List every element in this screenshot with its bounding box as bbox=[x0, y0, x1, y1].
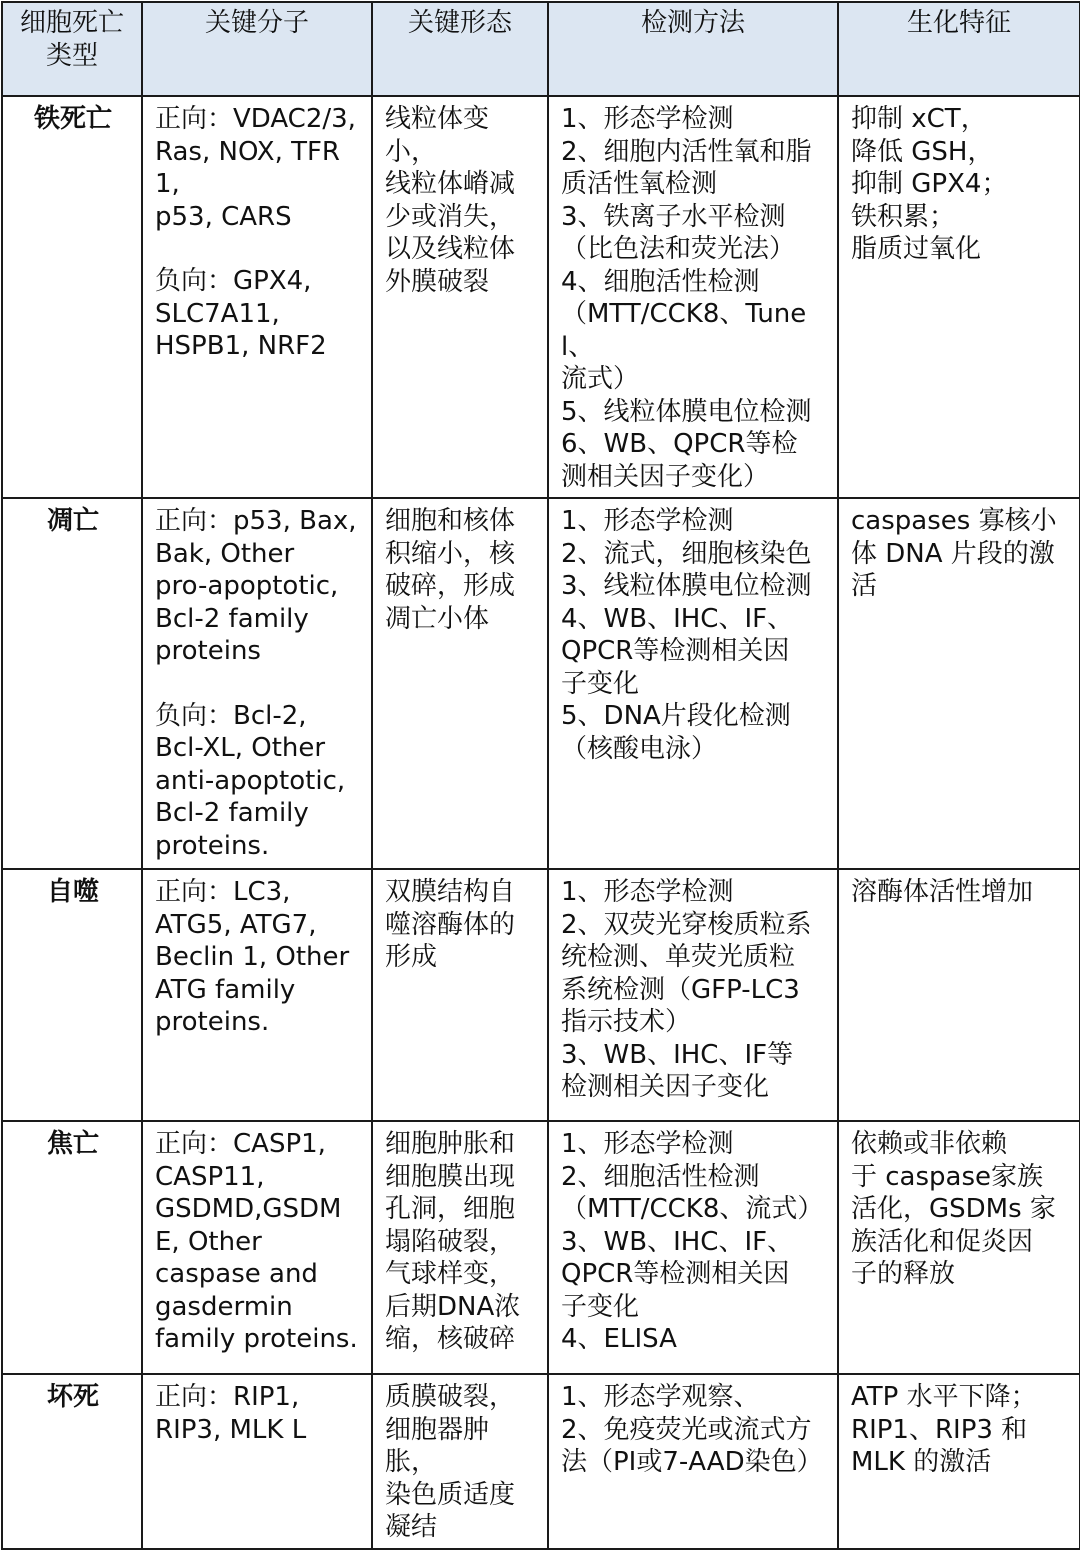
text-line: 负向：GPX4, bbox=[155, 266, 312, 296]
text-line: 细胞和核体 bbox=[385, 506, 516, 536]
text-line: 以及线粒体 bbox=[385, 234, 516, 264]
table-row-pyroptosis bbox=[2, 1121, 1080, 1374]
molecules-cell bbox=[142, 1374, 372, 1549]
biochem-cell bbox=[838, 498, 1080, 869]
text-line: 脂质过氧化 bbox=[851, 234, 982, 264]
text-line: QPCR等检测相关因 bbox=[561, 1259, 790, 1289]
text-line: Bcl-XL, Other bbox=[155, 733, 326, 763]
text-line: 3、WB、IHC、IF等 bbox=[561, 1039, 794, 1070]
text-line: 活化，GSDMs 家 bbox=[851, 1194, 1056, 1224]
text-line: 质活性氧检测 bbox=[561, 169, 718, 199]
text-line: 子变化 bbox=[561, 668, 640, 699]
text-line: pro-apoptotic, bbox=[155, 571, 339, 601]
methods-cell bbox=[548, 498, 838, 869]
molecules-cell bbox=[142, 96, 372, 498]
text-line: 5、线粒体膜电位检测 bbox=[561, 396, 812, 427]
text-line: （核酸电泳） bbox=[561, 733, 718, 764]
death-type-cell: 焦亡 bbox=[2, 1121, 142, 1374]
text-line: 4、细胞活性检测 bbox=[561, 266, 760, 297]
header-row bbox=[2, 2, 1080, 96]
biochem-cell bbox=[838, 869, 1080, 1121]
death-type-cell: 凋亡 bbox=[2, 498, 142, 869]
text-line: （MTT/CCK8、流式） bbox=[561, 1194, 824, 1224]
text-line: 噬溶酶体的 bbox=[385, 909, 516, 940]
text-line: 依赖或非依赖 bbox=[851, 1129, 1008, 1159]
header-death-type: 细胞死亡类型 bbox=[2, 2, 142, 96]
text-line: 后期DNA浓 bbox=[385, 1291, 521, 1322]
text-line: E, Other bbox=[155, 1226, 262, 1257]
text-line: 线粒体嵴减 bbox=[385, 169, 516, 199]
text-line: QPCR等检测相关因 bbox=[561, 636, 790, 666]
death-type-cell: 坏死 bbox=[2, 1374, 142, 1549]
text-line: 破碎，形成 bbox=[385, 571, 516, 601]
table-row-apoptosis bbox=[2, 498, 1080, 869]
text-line: caspase and bbox=[155, 1259, 318, 1289]
molecules-cell bbox=[142, 1121, 372, 1374]
text-line: 体 DNA 片段的激 bbox=[851, 538, 1055, 569]
text-line: 流式） bbox=[561, 364, 640, 394]
header-key-morphology: 关键形态 bbox=[372, 2, 548, 96]
text-line: 抑制 GPX4； bbox=[851, 169, 1008, 199]
text-line: 4、ELISA bbox=[561, 1324, 677, 1354]
line-gap bbox=[155, 668, 361, 700]
text-line: 族活化和促炎因 bbox=[851, 1226, 1034, 1257]
text-line: proteins. bbox=[155, 1007, 270, 1037]
text-line: 气球样变， bbox=[385, 1259, 516, 1289]
table-row-ferroptosis bbox=[2, 96, 1080, 498]
text-line: 统检测、单荧光质粒 bbox=[561, 942, 796, 972]
text-line: Bcl-2 family bbox=[155, 603, 309, 634]
text-line: proteins bbox=[155, 636, 261, 666]
text-line: 细胞肿胀和 bbox=[385, 1129, 516, 1159]
text-line: 活 bbox=[851, 571, 878, 601]
text-line: 子的释放 bbox=[851, 1259, 956, 1289]
text-line: 5、DNA片段化检测 bbox=[561, 701, 791, 731]
text-line: ATP 水平下降； bbox=[851, 1382, 1037, 1412]
text-line: 4、WB、IHC、IF、 bbox=[561, 603, 794, 634]
text-line: 2、双荧光穿梭质粒系 bbox=[561, 909, 812, 940]
text-line: 6、WB、QPCR等检 bbox=[561, 429, 798, 459]
text-line: caspases 寡核小 bbox=[851, 506, 1057, 536]
text-line: 凋亡小体 bbox=[385, 603, 490, 634]
text-line: 溶酶体活性增加 bbox=[851, 877, 1034, 907]
text-line: 法（PI或7-AAD染色） bbox=[561, 1447, 823, 1477]
text-line: 降低 GSH， bbox=[851, 136, 994, 167]
text-line: 1、形态学检测 bbox=[561, 1129, 734, 1159]
text-line: 缩，核破碎 bbox=[385, 1324, 516, 1354]
text-line: 2、细胞活性检测 bbox=[561, 1161, 760, 1192]
morphology-cell bbox=[372, 1121, 548, 1374]
table-row-necrosis bbox=[2, 1374, 1080, 1549]
text-line: proteins. bbox=[155, 830, 270, 861]
text-line: 3、线粒体膜电位检测 bbox=[561, 571, 812, 601]
text-line: 抑制 xCT， bbox=[851, 104, 987, 134]
text-line: HSPB1, NRF2 bbox=[155, 331, 327, 361]
text-line: 系统检测（GFP-LC3 bbox=[561, 974, 800, 1005]
death-type-cell: 自噬 bbox=[2, 869, 142, 1121]
text-line: Bak, Other bbox=[155, 538, 295, 569]
header-biochemical-features: 生化特征 bbox=[838, 2, 1080, 96]
text-line: ATG5, ATG7, bbox=[155, 909, 317, 940]
text-line: anti-apoptotic, bbox=[155, 765, 346, 796]
molecules-cell bbox=[142, 498, 372, 869]
text-line: 正向：RIP1, bbox=[155, 1382, 300, 1412]
text-line: 凝结 bbox=[385, 1512, 438, 1542]
text-line: 检测相关因子变化 bbox=[561, 1072, 770, 1102]
text-line: 2、免疫荧光或流式方 bbox=[561, 1414, 812, 1445]
death-type-cell: 铁死亡 bbox=[2, 96, 142, 498]
molecules-cell bbox=[142, 869, 372, 1121]
text-line: 指示技术） bbox=[561, 1007, 692, 1037]
text-line: gasdermin bbox=[155, 1291, 293, 1322]
table-row-autophagy bbox=[2, 869, 1080, 1121]
text-line: 细胞膜出现 bbox=[385, 1161, 516, 1192]
text-line: 正向：p53, Bax, bbox=[155, 506, 357, 536]
text-line: 正向：VDAC2/3, bbox=[155, 104, 356, 134]
text-line: 正向：LC3, bbox=[155, 877, 291, 907]
text-line: 少或消失， bbox=[385, 201, 516, 232]
text-line: p53, CARS bbox=[155, 201, 292, 232]
methods-cell bbox=[548, 869, 838, 1121]
text-line: 2、细胞内活性氧和脂 bbox=[561, 136, 812, 167]
text-line: （比色法和荧光法） bbox=[561, 234, 796, 264]
text-line: Bcl-2 family bbox=[155, 798, 309, 828]
text-line: 外膜破裂 bbox=[385, 266, 490, 297]
text-line: Ras, NOX, TFR1, bbox=[155, 136, 340, 199]
text-line: 于 caspase家族 bbox=[851, 1161, 1044, 1192]
text-line: 双膜结构自 bbox=[385, 877, 516, 907]
text-line: 3、WB、IHC、IF、 bbox=[561, 1226, 794, 1257]
morphology-cell bbox=[372, 96, 548, 498]
text-line: CASP11, bbox=[155, 1161, 265, 1192]
biochem-cell bbox=[838, 1374, 1080, 1549]
text-line: MLK 的激活 bbox=[851, 1447, 992, 1477]
biochem-cell bbox=[838, 1121, 1080, 1374]
morphology-cell bbox=[372, 869, 548, 1121]
text-line: SLC7A11, bbox=[155, 298, 280, 329]
methods-cell bbox=[548, 1121, 838, 1374]
text-line: （MTT/CCK8、Tunel、 bbox=[561, 299, 807, 362]
text-line: 质膜破裂， bbox=[385, 1382, 516, 1412]
text-line: 铁积累； bbox=[851, 201, 956, 232]
text-line: 形成 bbox=[385, 942, 438, 972]
text-line: 1、形态学观察、 bbox=[561, 1382, 760, 1412]
text-line: RIP1、RIP3 和 bbox=[851, 1414, 1028, 1445]
morphology-cell bbox=[372, 498, 548, 869]
text-line: 3、铁离子水平检测 bbox=[561, 201, 786, 232]
text-line: 塌陷破裂， bbox=[385, 1226, 516, 1257]
text-line: 细胞器肿胀， bbox=[385, 1414, 490, 1477]
text-line: 正向：CASP1, bbox=[155, 1129, 326, 1159]
methods-cell bbox=[548, 1374, 838, 1549]
text-line: 线粒体变小， bbox=[385, 104, 490, 167]
text-line: RIP3, MLK L bbox=[155, 1414, 307, 1445]
text-line: Beclin 1, Other bbox=[155, 942, 350, 972]
header-key-molecules: 关键分子 bbox=[142, 2, 372, 96]
methods-cell bbox=[548, 96, 838, 498]
biochem-cell bbox=[838, 96, 1080, 498]
text-line: 孔洞，细胞 bbox=[385, 1194, 516, 1224]
text-line: ATG family bbox=[155, 974, 296, 1005]
text-line: 1、形态学检测 bbox=[561, 104, 734, 134]
text-line: family proteins. bbox=[155, 1324, 358, 1354]
text-line: 1、形态学检测 bbox=[561, 877, 734, 907]
line-gap bbox=[155, 233, 361, 265]
text-line: 染色质适度 bbox=[385, 1479, 516, 1510]
text-line: 测相关因子变化） bbox=[561, 461, 770, 492]
header-detection-methods: 检测方法 bbox=[548, 2, 838, 96]
text-line: 子变化 bbox=[561, 1291, 640, 1322]
text-line: 积缩小，核 bbox=[385, 538, 516, 569]
text-line: 1、形态学检测 bbox=[561, 506, 734, 536]
text-line: GSDMD,GSDM bbox=[155, 1194, 342, 1224]
text-line: 负向：Bcl-2, bbox=[155, 700, 307, 731]
morphology-cell bbox=[372, 1374, 548, 1549]
cell-death-table bbox=[1, 1, 1080, 1550]
text-line: 2、流式，细胞核染色 bbox=[561, 538, 812, 569]
